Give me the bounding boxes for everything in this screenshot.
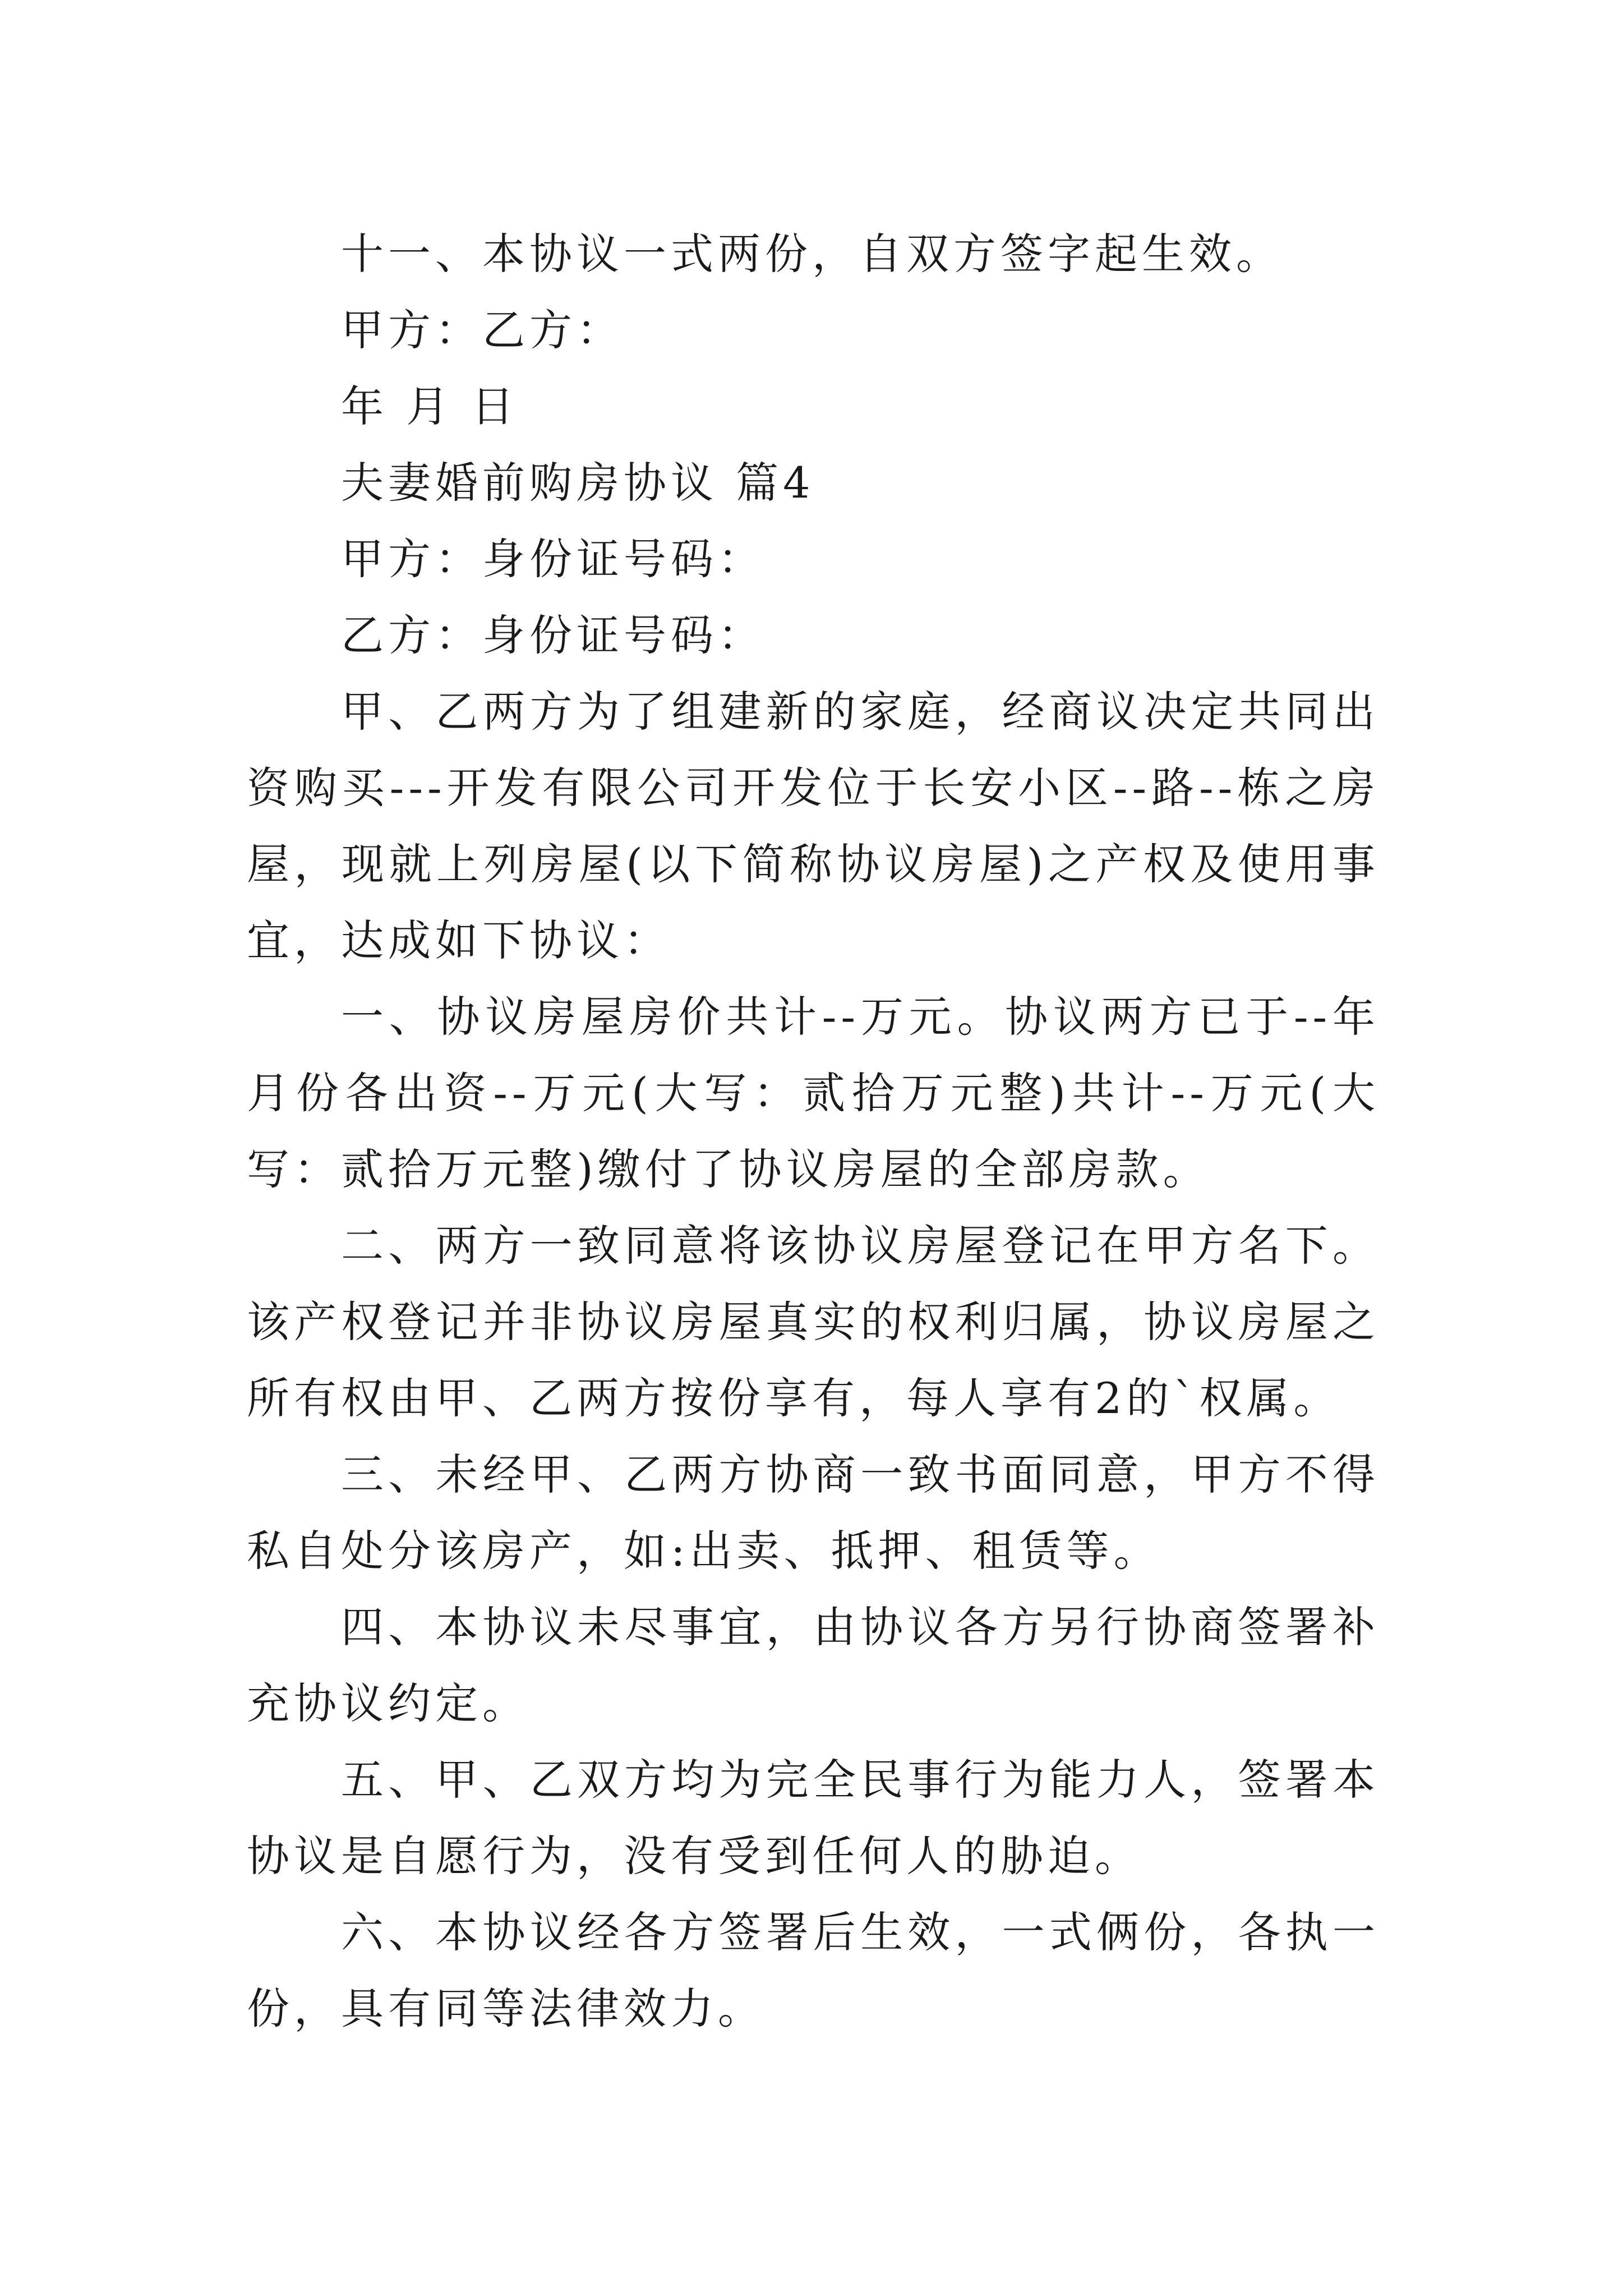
preamble-paragraph: 甲、乙两方为了组建新的家庭，经商议决定共同出资购买---开发有限公司开发位于长安小区--路--栋之房屋，现就上列房屋(以下简称协议房屋)之产权及使用事宜，达成如下协议：	[247, 687, 1380, 965]
clause-four: 四、本协议未尽事宜，由协议各方另行协商签署补充协议约定。	[247, 1602, 1380, 1728]
party-a-id-line: 甲方：身份证号码：	[341, 534, 765, 584]
date-line: 年 月 日	[341, 381, 519, 431]
clause-six: 六、本协议经各方签署后生效，一式俩份，各执一份，具有同等法律效力。	[247, 1907, 1380, 2033]
party-b-id-line: 乙方：身份证号码：	[341, 610, 765, 660]
clause-one: 一、协议房屋房价共计--万元。协议两方已于--年月份各出资--万元(大写：贰拾万元整)共计--万元(大写：贰拾万元整)缴付了协议房屋的全部房款。	[247, 992, 1380, 1194]
clause-two: 二、两方一致同意将该协议房屋登记在甲方名下。该产权登记并非协议房屋真实的权利归属，协议房屋之所有权由甲、乙两方按份享有，每人享有2的`权属。	[247, 1221, 1380, 1423]
document-body	[247, 216, 1380, 2047]
clause-five: 五、甲、乙双方均为完全民事行为能力人，签署本协议是自愿行为，没有受到任何人的胁迫。	[247, 1755, 1380, 1881]
signature-parties-line: 甲方：乙方：	[341, 305, 624, 355]
clause-three: 三、未经甲、乙两方协商一致书面同意，甲方不得私自处分该房产，如:出卖、抵押、租赁等。	[247, 1450, 1380, 1576]
section-title: 夫妻婚前购房协议 篇4	[341, 458, 815, 508]
clause-eleven: 十一、本协议一式两份，自双方签字起生效。	[341, 229, 1283, 279]
